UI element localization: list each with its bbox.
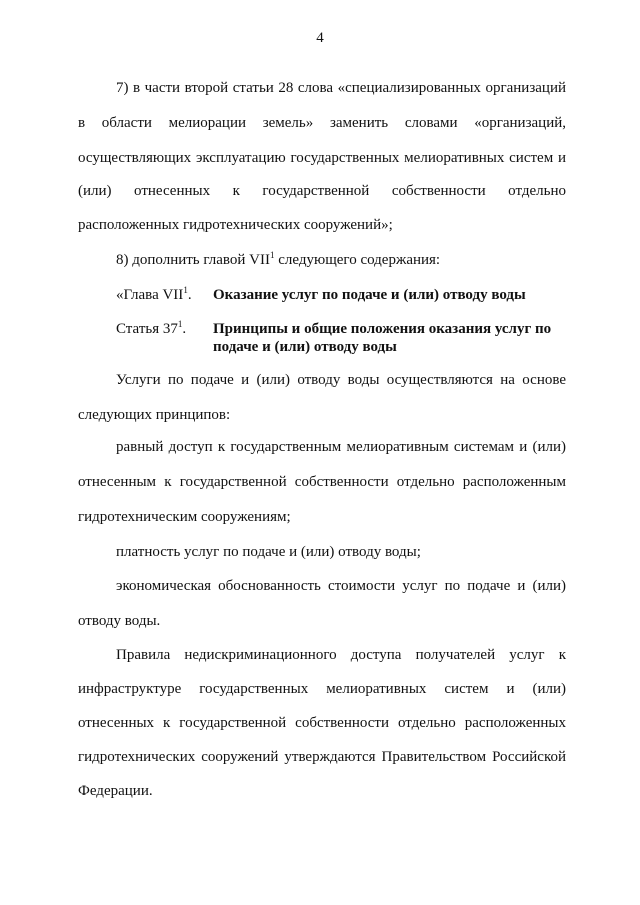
body-line-11: отнесенных к государственной собственности отдельно расположенных [78,715,566,731]
chapter-label-prefix: «Глава VII [116,287,184,303]
body-line-4: отнесенным к государственной собственности отдельно расположенным [78,474,566,490]
chapter-label [116,286,192,304]
article-title-line-2: подаче и (или) отводу воды [213,339,397,355]
item7-line-1: 7) в части второй статьи 28 слова «специализированных организаций [116,80,566,96]
body-line-5: гидротехническим сооружениям; [78,509,291,525]
item7-line-4: (или) отнесенных к государственной собственности отдельно [78,183,566,199]
body-line-9: Правила недискриминационного доступа получателей услуг к [116,647,566,663]
item8-suffix: следующего содержания: [274,252,441,268]
article-label-prefix: Статья 37 [116,321,178,337]
body-line-13: Федерации. [78,783,153,799]
article-label [116,320,186,338]
body-line-7: экономическая обоснованность стоимости услуг по подаче и (или) [116,578,566,594]
body-line-12: гидротехнических сооружений утверждаются Правительством Российской [78,749,566,765]
chapter-label-suffix: . [187,287,192,303]
item8-prefix: 8) дополнить главой VII [116,252,271,268]
body-line-6: платность услуг по подаче и (или) отводу воды; [116,544,421,560]
item8-line [116,251,566,269]
page-number: 4 [316,30,324,46]
body-line-8: отводу воды. [78,613,161,629]
article-label-suffix: . [182,321,187,337]
item7-line-3: осуществляющих эксплуатацию государственных мелиоративных систем и [78,150,566,166]
item7-line-5: расположенных гидротехнических сооружений»; [78,217,393,233]
chapter-title: Оказание услуг по подаче и (или) отводу воды [213,287,526,303]
body-line-3: равный доступ к государственным мелиоративным системам и (или) [116,439,566,455]
body-line-2: следующих принципов: [78,407,231,423]
article-label-sup: 1 [177,319,183,329]
body-line-1: Услуги по подаче и (или) отводу воды осуществляются на основе [116,372,566,388]
chapter-label-sup: 1 [183,285,188,295]
article-title-line-1: Принципы и общие положения оказания услуг по [213,321,552,337]
item8-sup: 1 [270,250,275,260]
item7-line-2: в области мелиорации земель» заменить словами «организаций, [78,115,566,131]
body-line-10: инфраструктуре государственных мелиоративных систем и (или) [78,681,566,697]
